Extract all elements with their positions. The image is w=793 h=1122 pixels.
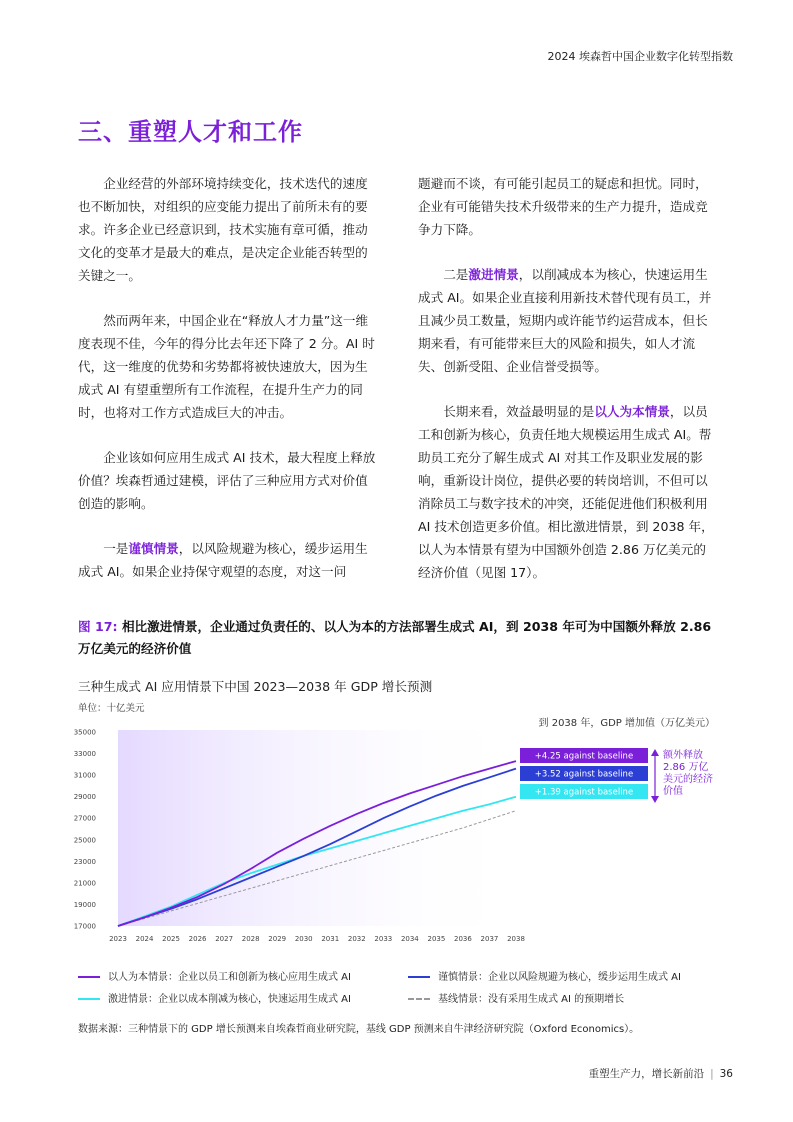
footer-text: 重塑生产力，增长新前沿 — [588, 1068, 705, 1080]
legend-label: 以人为本情景：企业以员工和创新为核心应用生成式 AI — [108, 972, 351, 983]
x-tick-label: 2025 — [162, 935, 180, 943]
legend-item-baseline — [408, 990, 624, 1005]
y-tick-label: 35000 — [73, 728, 96, 737]
legend-swatch — [78, 998, 100, 1000]
annotation-label: +3.52 against baseline — [534, 769, 634, 780]
x-tick-label: 2024 — [135, 935, 154, 943]
bracket-line-4: 价值 — [663, 786, 683, 797]
x-tick-label: 2029 — [268, 935, 287, 943]
y-tick-label: 31000 — [73, 771, 96, 780]
figure-caption — [78, 616, 718, 660]
legend-swatch — [78, 976, 100, 978]
legend-item-aggressive — [78, 990, 351, 1005]
section-title: 三、重塑人才和工作 — [78, 118, 303, 146]
gdp-line-chart — [70, 720, 730, 952]
legend-item-cautious — [408, 968, 681, 983]
right-paragraph-3 — [418, 400, 718, 584]
y-tick-label: 33000 — [73, 750, 96, 759]
bracket-arrow — [651, 749, 659, 803]
report-title: 2024 埃森哲中国企业数字化转型指数 — [547, 50, 733, 63]
left-paragraph-2: 然而两年来，中国企业在“释放人才力量”这一维度表现不佳，今年的得分比去年还下降了 2 分。AI 时代，这一维度的优势和劣势都将被快速放大，因为生成式 AI 有望重塑所有工作流程，在提升生产力的同时，也将对工作方式造成巨大的冲击。 — [78, 313, 375, 420]
legend-swatch — [408, 998, 430, 1000]
bracket-line-3: 美元的经济 — [663, 774, 713, 785]
page-footer: 重塑生产力，增长新前沿 | 36 — [588, 1068, 733, 1080]
annotation-label: +1.39 against baseline — [534, 787, 634, 798]
x-tick-label: 2030 — [294, 935, 313, 943]
legend-label: 激进情景：企业以成本削减为核心，快速运用生成式 AI — [108, 994, 351, 1005]
p4-body: ，以风险规避为核心，缓步运用生成式 AI。如果企业持保守观望的态度，对这一问 — [78, 541, 368, 579]
baseline-annotations — [520, 748, 648, 799]
chart-unit: 单位：十亿美元 — [78, 703, 145, 714]
x-tick-label: 2037 — [480, 935, 499, 943]
x-tick-label: 2032 — [347, 935, 366, 943]
p2-prefix: 二是 — [443, 267, 469, 282]
y-tick-label: 29000 — [73, 793, 96, 802]
legend-swatch — [408, 976, 430, 978]
y-tick-label: 19000 — [73, 900, 96, 909]
left-column — [78, 172, 378, 583]
legend-label: 谨慎情景：企业以风险规避为核心，缓步运用生成式 AI — [438, 972, 681, 983]
x-tick-label: 2031 — [321, 935, 340, 943]
figure-caption-text: 相比激进情景，企业通过负责任的、以人为本的方法部署生成式 AI，到 2038 年可为中国额外释放 2.86 万亿美元的经济价值 — [78, 619, 712, 656]
x-tick-label: 2034 — [400, 935, 419, 943]
figure-number: 图 17: — [78, 619, 118, 634]
x-tick-labels — [109, 935, 525, 943]
p4-prefix: 一是 — [103, 541, 129, 556]
legend-label: 基线情景：没有采用生成式 AI 的预期增长 — [438, 994, 625, 1005]
bracket-label — [663, 748, 716, 797]
x-tick-label: 2023 — [109, 935, 127, 943]
p3-body: ，以员工和创新为核心，负责任地大规模运用生成式 AI。帮助员工充分了解生成式 AI 对其工作及职业发展的影响，重新设计岗位，提供必要的转岗培训，不但可以消除员工与数字技术的冲突，还能促进他们积极利用 AI 技术创造更多价值。相比激进情景，到 2038 年，以人为本情景有望为中国额外创造 2.86 万亿美元的经济价值（见图 17）。 — [418, 404, 714, 580]
y-tick-label: 25000 — [73, 836, 96, 845]
chart-plot-background — [118, 730, 520, 926]
y-tick-label: 21000 — [73, 879, 96, 888]
x-tick-label: 2035 — [427, 935, 446, 943]
p2-body: ，以削减成本为核心，快速运用生成式 AI。如果企业直接利用新技术替代现有员工，并且减少员工数量，短期内或许能节约运营成本，但长期来看，有可能带来巨大的风险和损失，如人才流失、创新受阻、企业信誉受损等。 — [418, 267, 712, 374]
legend-item-people-first — [78, 968, 351, 983]
data-source: 数据来源：三种情景下的 GDP 增长预测来自埃森哲商业研究院，基线 GDP 预测来自牛津经济研究院（Oxford Economics）。 — [78, 1024, 640, 1035]
bracket-line-1: 额外释放 — [663, 750, 703, 761]
y-tick-label: 27000 — [73, 814, 96, 823]
x-tick-label: 2026 — [188, 935, 207, 943]
y-tick-labels — [74, 729, 96, 931]
highlight-aggressive: 激进情景 — [468, 267, 519, 282]
y-tick-label: 17000 — [73, 922, 96, 931]
highlight-cautious: 谨慎情景 — [128, 541, 179, 556]
right-paragraph-1: 题避而不谈，有可能引起员工的疑虑和担忧。同时，企业有可能错失技术升级带来的生产力提升，造成竞争力下降。 — [418, 176, 708, 237]
left-paragraph-3: 企业该如何应用生成式 AI 技术，最大程度上释放价值？埃森哲通过建模，评估了三种应用方式对价值创造的影响。 — [78, 450, 376, 511]
x-tick-label: 2027 — [215, 935, 234, 943]
chart-end-note: 到 2038 年，GDP 增加值（万亿美元） — [538, 718, 715, 729]
x-tick-label: 2028 — [241, 935, 260, 943]
y-tick-label: 23000 — [73, 857, 96, 866]
bracket-line-2: 2.86 万亿 — [663, 762, 709, 773]
left-paragraph-1: 企业经营的外部环境持续变化，技术迭代的速度也不断加快，对组织的应变能力提出了前所未有的要求。许多企业已经意识到，技术实施有章可循，推动文化的变革才是最大的难点，是决定企业能否转型的关键之一。 — [78, 176, 368, 283]
chart-title: 三种生成式 AI 应用情景下中国 2023—2038 年 GDP 增长预测 — [78, 679, 433, 694]
left-paragraph-4 — [78, 537, 378, 583]
right-column — [418, 172, 718, 584]
page-number: 36 — [719, 1068, 733, 1080]
right-paragraph-2 — [418, 263, 718, 378]
x-tick-label: 2038 — [507, 935, 525, 943]
p3-prefix: 长期来看，效益最明显的是 — [443, 404, 595, 419]
annotation-label: +4.25 against baseline — [534, 751, 634, 762]
x-tick-label: 2036 — [454, 935, 472, 943]
x-tick-label: 2033 — [374, 935, 393, 943]
highlight-people-first: 以人为本情景 — [594, 404, 670, 419]
